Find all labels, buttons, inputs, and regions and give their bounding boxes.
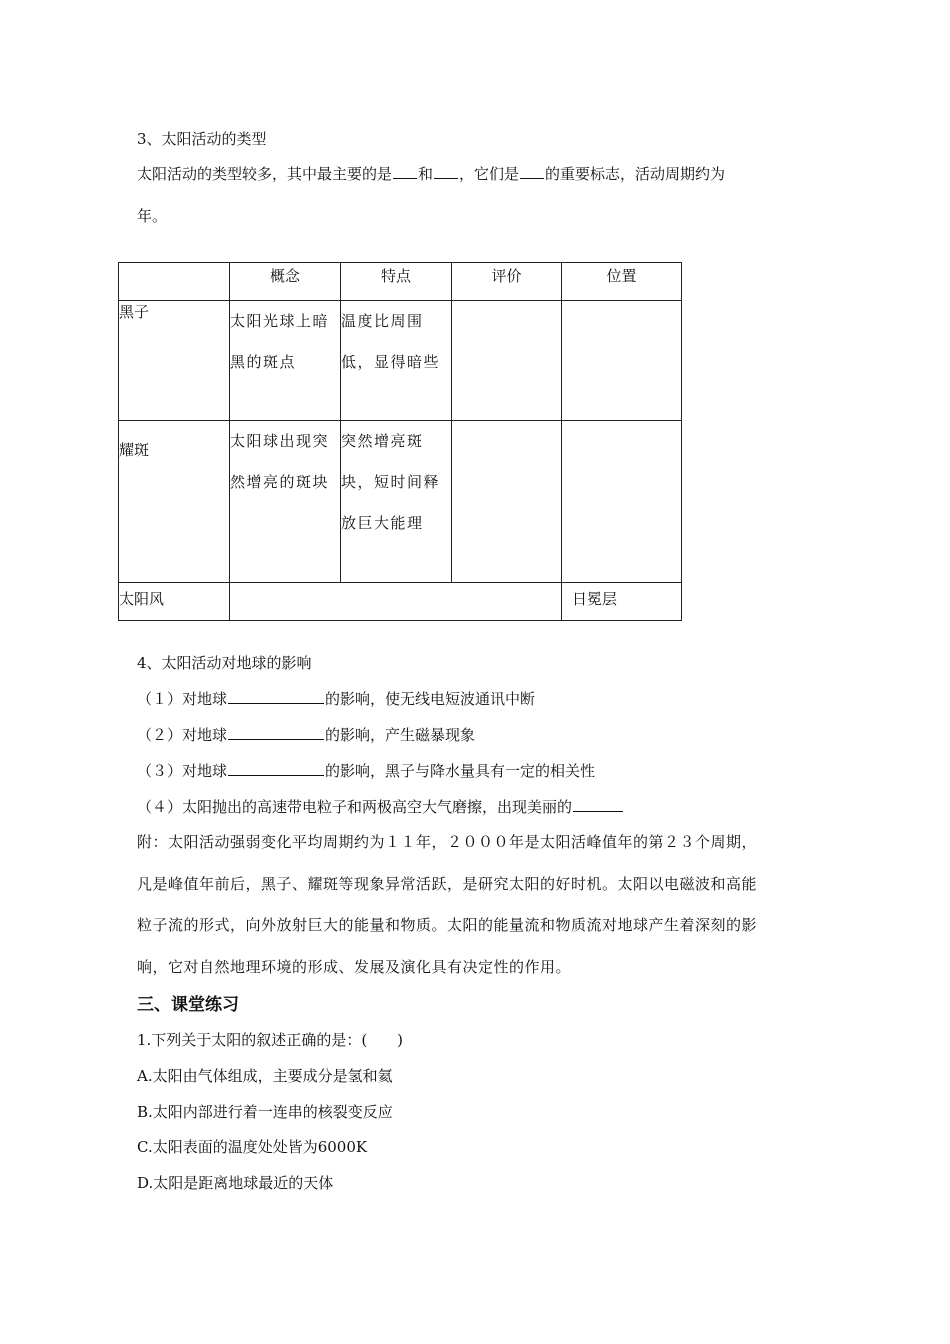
header-evaluation: 评价 — [452, 263, 562, 301]
impact-item-1-pre: （１）对地球 — [137, 690, 228, 708]
table-row — [119, 583, 682, 621]
header-feature: 特点 — [341, 263, 452, 301]
impact-item-2-pre: （２）对地球 — [137, 726, 228, 744]
section3-heading: 3、太阳活动的类型 — [137, 130, 267, 148]
row-label-flare: 耀斑 — [119, 421, 230, 583]
blank-impact-2[interactable] — [228, 724, 324, 740]
impact-item-2 — [137, 724, 475, 745]
cell-concept: 太阳球出现突然增亮的斑块 — [230, 421, 341, 583]
option-d[interactable]: D.太阳是距离地球最近的天体 — [137, 1174, 334, 1192]
impact-item-3-pre: （３）对地球 — [137, 762, 228, 780]
cell-evaluation[interactable] — [452, 421, 562, 583]
cell-feature: 温度比周围低，显得暗些 — [341, 301, 452, 421]
cell-position[interactable] — [562, 421, 682, 583]
section3-text-a: 太阳活动的类型较多，其中最主要的是 — [137, 165, 393, 183]
note-line-1: 附：太阳活动强弱变化平均周期约为１１年，２０００年是太阳活峰值年的第２３个周期， — [137, 833, 758, 851]
table-header-row — [119, 263, 682, 301]
row-label-sunspot: 黑子 — [119, 301, 230, 421]
impact-item-4 — [137, 796, 624, 817]
note-line-3: 粒子流的形式，向外放射巨大的能量和物质。太阳的能量流和物质流对地球产生着深刻的影 — [137, 916, 758, 934]
blank-activity-sign[interactable] — [520, 163, 544, 179]
question-1: 1.下列关于太阳的叙述正确的是：( ) — [137, 1031, 404, 1049]
cell-position-solar-wind: 日冕层 — [562, 583, 682, 621]
option-a[interactable]: A.太阳由气体组成，主要成分是氢和氦 — [137, 1067, 393, 1085]
cell-position[interactable] — [562, 301, 682, 421]
blank-sunspot[interactable] — [393, 163, 417, 179]
section3-text-c: ，它们是 — [459, 165, 520, 183]
header-concept: 概念 — [230, 263, 341, 301]
impact-item-1 — [137, 688, 535, 709]
cell-concept: 太阳光球上暗黑的斑点 — [230, 301, 341, 421]
impact-item-1-post: 的影响，使无线电短波通讯中断 — [325, 690, 536, 708]
header-position: 位置 — [562, 263, 682, 301]
cell-evaluation[interactable] — [452, 301, 562, 421]
cell-feature: 突然增亮斑块，短时间释放巨大能理 — [341, 421, 452, 583]
practice-heading: 三、课堂练习 — [137, 995, 239, 1015]
section3-text-b: 和 — [418, 165, 434, 183]
blank-impact-3[interactable] — [228, 760, 324, 776]
blank-impact-1[interactable] — [228, 688, 324, 704]
section3-paragraph-line1 — [137, 163, 725, 184]
note-line-4: 响，它对自然地理环境的形成、发展及演化具有决定性的作用。 — [137, 958, 572, 976]
header-empty — [119, 263, 230, 301]
note-line-2: 凡是峰值年前后，黑子、耀斑等现象异常活跃，是研究太阳的好时机。太阳以电磁波和高能 — [137, 875, 758, 893]
section4-heading: 4、太阳活动对地球的影响 — [137, 654, 312, 672]
impact-item-3-post: 的影响，黑子与降水量具有一定的相关性 — [325, 762, 596, 780]
blank-impact-4[interactable] — [573, 796, 623, 812]
row-label-solar-wind: 太阳风 — [119, 583, 230, 621]
solar-activity-table — [118, 262, 682, 621]
cell-solar-wind-merged[interactable] — [230, 583, 562, 621]
table-row — [119, 421, 682, 583]
section3-text-d: 的重要标志，活动周期约为 — [545, 165, 726, 183]
blank-flare[interactable] — [434, 163, 458, 179]
impact-item-2-post: 的影响，产生磁暴现象 — [325, 726, 476, 744]
option-c[interactable]: C.太阳表面的温度处处皆为6000K — [137, 1138, 368, 1156]
impact-item-4-pre: （４）太阳抛出的高速带电粒子和两极高空大气磨擦，出现美丽的 — [137, 798, 573, 816]
option-b[interactable]: B.太阳内部进行着一连串的核裂变反应 — [137, 1103, 393, 1121]
table-row — [119, 301, 682, 421]
impact-item-3 — [137, 760, 595, 781]
section3-paragraph-line2: 年。 — [137, 207, 168, 225]
